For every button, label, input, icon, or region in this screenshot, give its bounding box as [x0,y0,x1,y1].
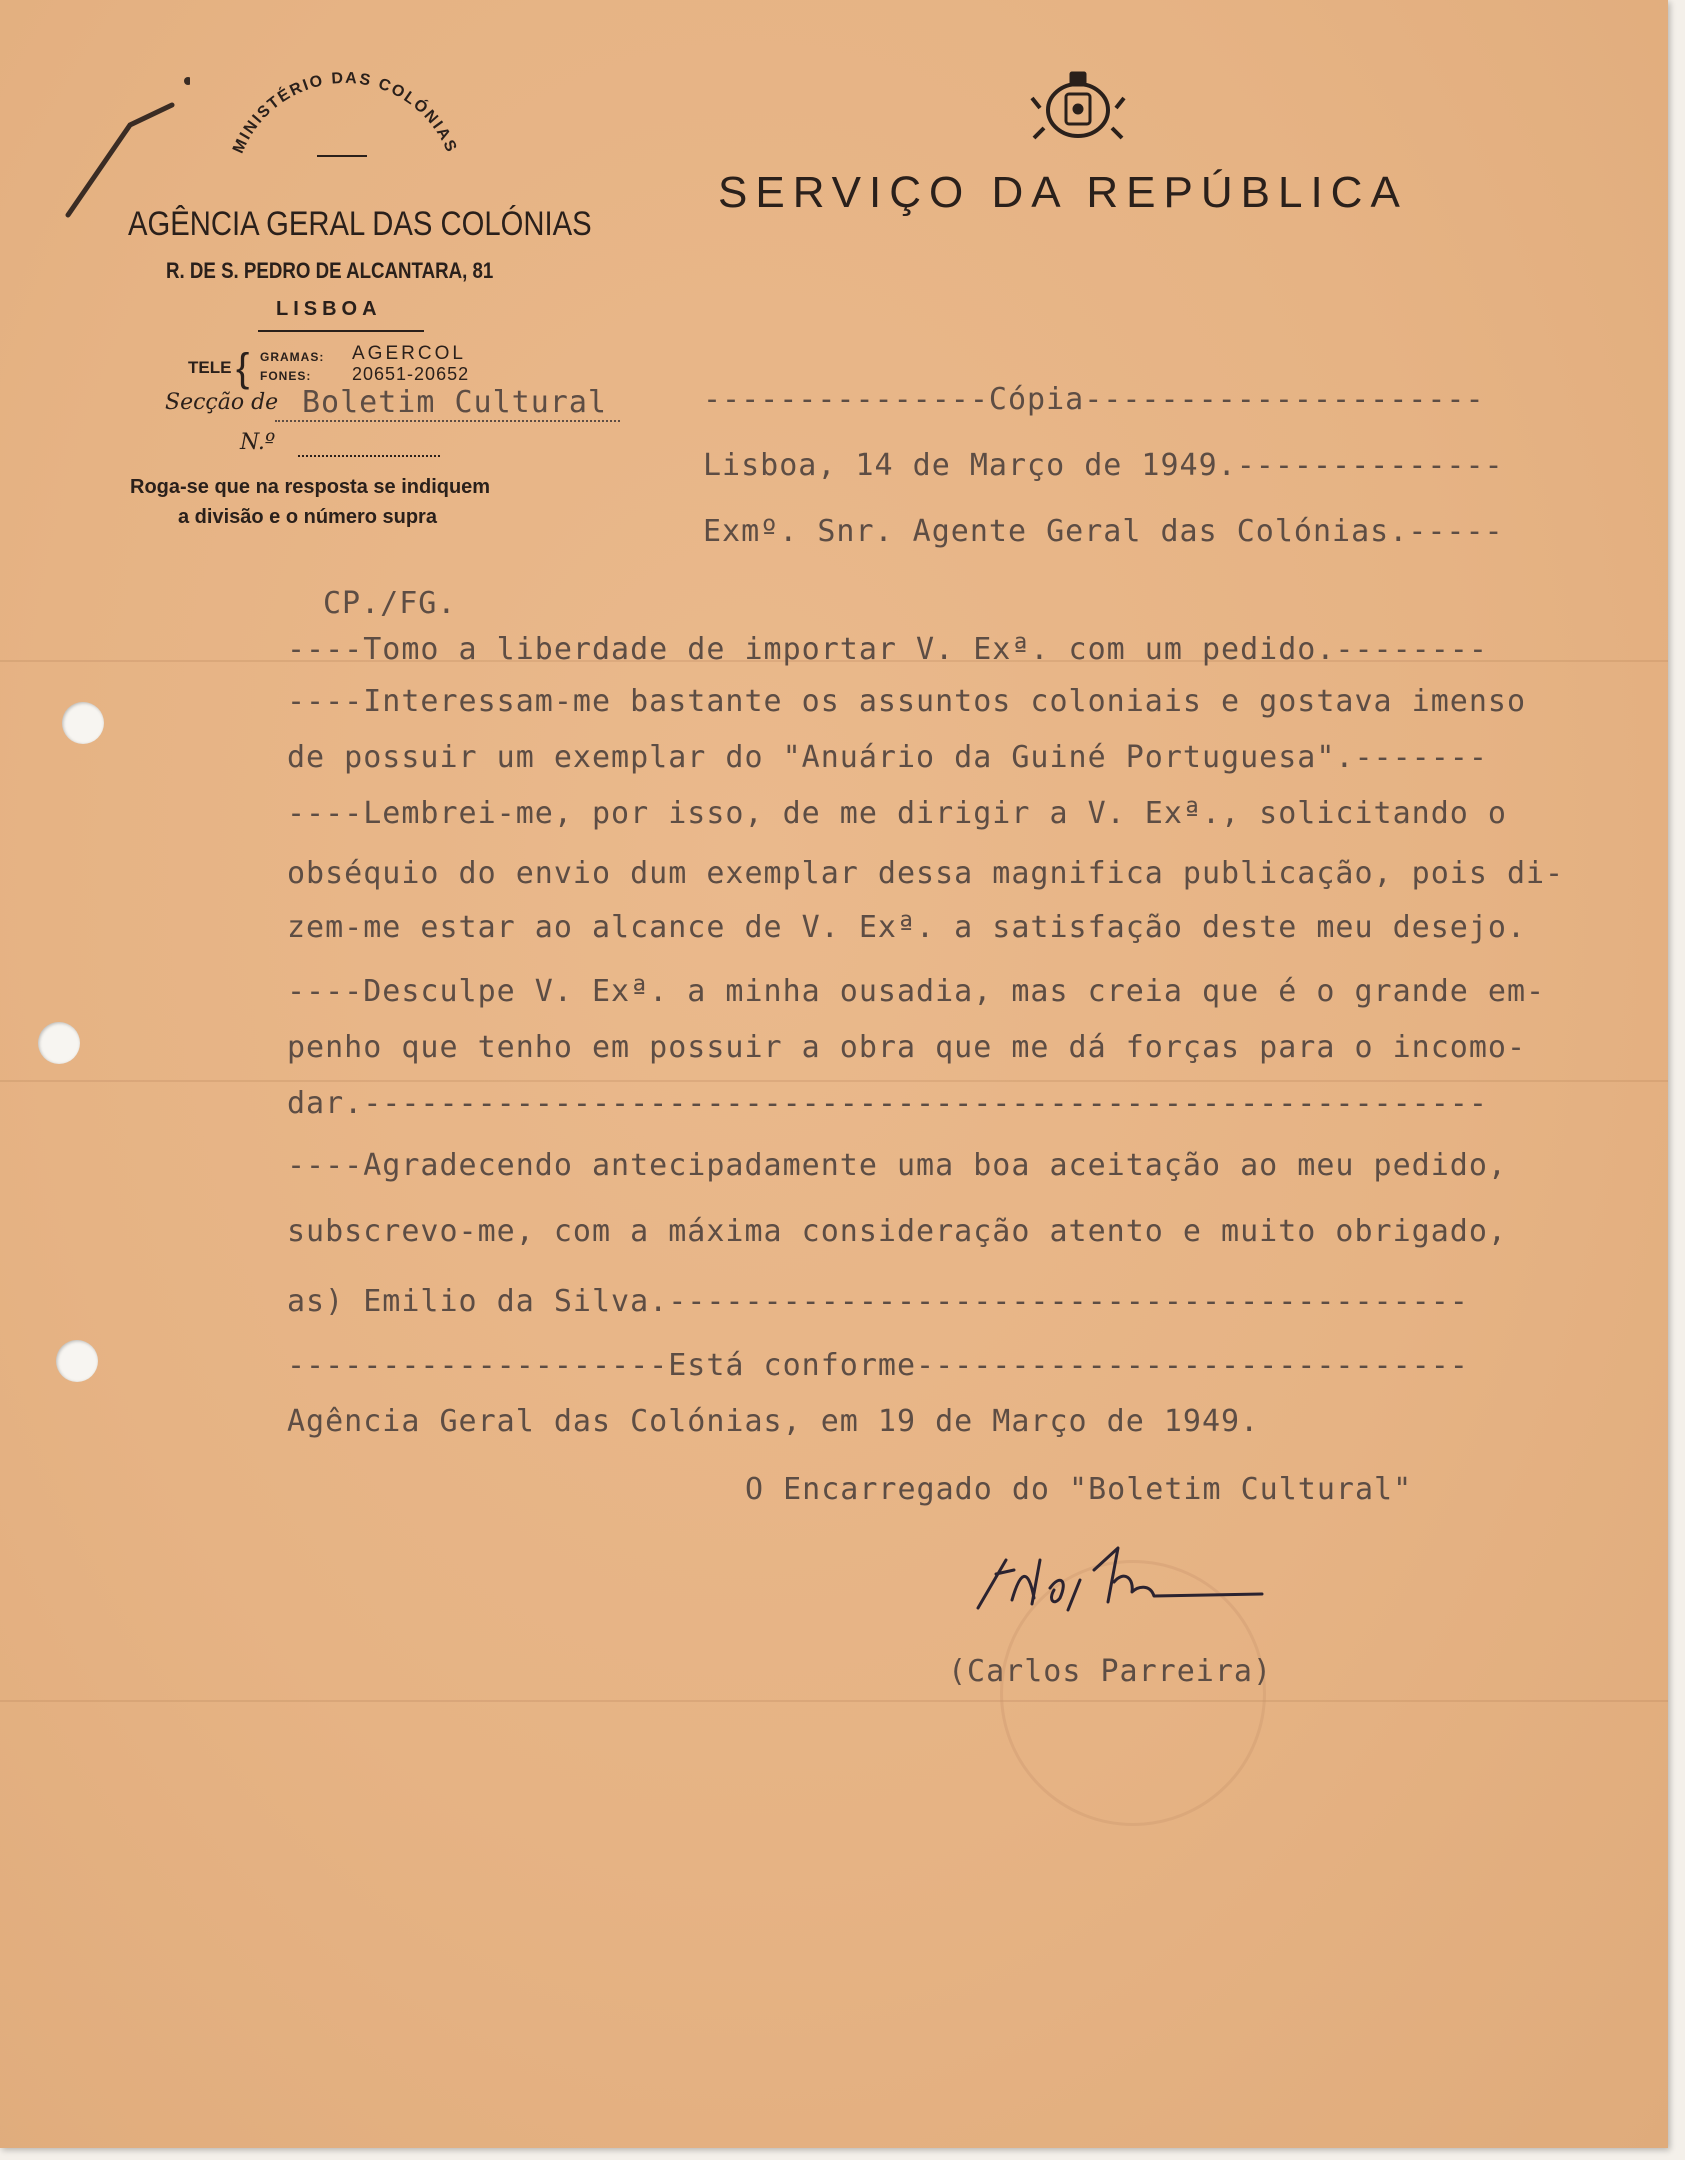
divider [258,330,424,332]
numero-field [298,455,440,457]
reference-code: CP./FG. [323,586,457,621]
ministry-arc-logo [205,68,485,208]
signature-copy-line: as) Emilio da Silva.------------------------------------------ [287,1284,1469,1319]
copy-line: ---------------Cópia--------------------- [703,382,1485,417]
fones-value: 20651-20652 [352,364,470,384]
punch-hole [38,1022,80,1064]
addressee-line: Exmº. Snr. Agente Geral das Colónias.----- [703,514,1504,549]
agency-address: R. DE S. PEDRO DE ALCANTARA, 81 [166,258,494,283]
agency-city: LISBOA [276,298,382,320]
pencil-mark-icon [60,65,190,225]
conformity-line: --------------------Está conforme----------------------------- [287,1348,1469,1383]
body-line: ----Agradecendo antecipadamente uma boa aceitação ao meu pedido, [287,1148,1507,1183]
gramas-label: GRAMAS: [260,350,325,364]
punch-hole [56,1340,98,1382]
fold-line [0,1700,1668,1702]
body-line: ----Interessam-me bastante os assuntos coloniais e gostava imenso [287,684,1526,719]
body-line: ----Desculpe V. Exª. a minha ousadia, mas creia que é o grande em- [287,974,1546,1009]
ministry-arc-text: MINISTÉRIO DAS COLÓNIAS [229,69,461,157]
signatory-title: O Encarregado do "Boletim Cultural" [745,1472,1413,1507]
date-line: Lisboa, 14 de Março de 1949.-------------- [703,448,1504,483]
seccao-underline [275,420,620,422]
body-line: dar.----------------------------------------------------------- [287,1086,1488,1121]
gramas-value: AGERCOL [352,343,466,364]
body-line: ----Tomo a liberdade de importar V. Exª. com um pedido.-------- [287,632,1488,667]
seccao-label: Secção de [165,390,279,415]
body-line: de possuir um exemplar do "Anuário da Guiné Portuguesa".------- [287,740,1488,775]
note-line2: a divisão e o número supra [178,506,437,528]
body-line: obséquio do envio dum exemplar dessa magnifica publicação, pois di- [287,856,1565,891]
agency-name: AGÊNCIA GERAL DAS COLÓNIAS [128,205,592,243]
body-line: ----Lembrei-me, por isso, de me dirigir a V. Exª., solicitando o [287,796,1507,831]
seccao-value: Boletim Cultural [302,385,607,420]
body-line: subscrevo-me, com a máxima consideração atento e muito obrigado, [287,1214,1507,1249]
brace-icon: { [236,346,250,390]
closing-place-date: Agência Geral das Colónias, em 19 de Março de 1949. [287,1404,1260,1439]
note-line1: Roga-se que na resposta se indiquem [130,476,491,498]
tele-label: TELE [188,358,232,377]
punch-hole [62,702,104,744]
numero-label: N.º [240,430,276,455]
fones-label: FONES: [260,369,312,383]
fold-line [0,1080,1668,1082]
page-title: SERVIÇO DA REPÚBLICA [718,168,1408,217]
body-line: penho que tenho em possuir a obra que me dá forças para o incomo- [287,1030,1526,1065]
signatory-name: (Carlos Parreira) [948,1654,1273,1689]
svg-text:MINISTÉRIO DAS COLÓNIAS [230,70,460,156]
coat-of-arms-icon [1030,68,1126,144]
body-line: zem-me estar ao alcance de V. Exª. a satisfação deste meu desejo. [287,910,1526,945]
handwritten-signature [968,1530,1308,1620]
